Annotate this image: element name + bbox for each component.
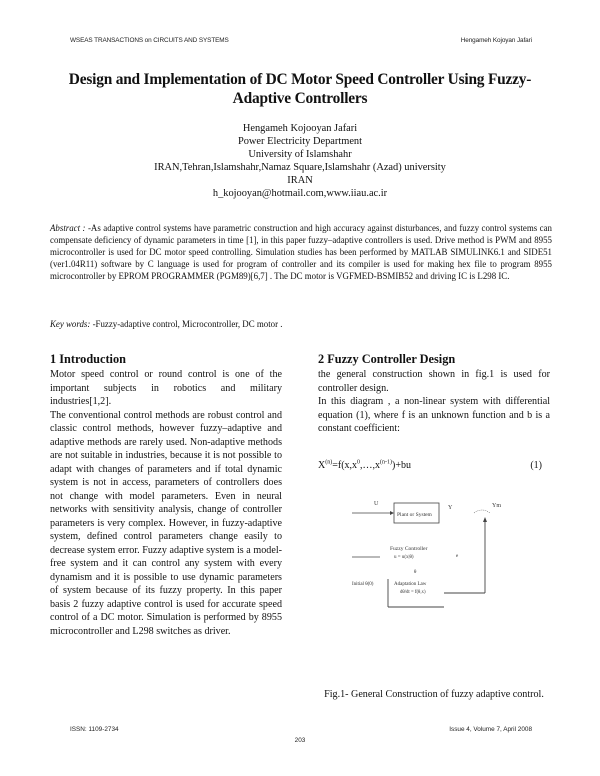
section-heading-introduction: 1 Introduction bbox=[50, 352, 126, 366]
keywords bbox=[50, 319, 552, 329]
plant-label: Plant or System bbox=[397, 512, 432, 518]
footer-issue: Issue 4, Volume 7, April 2008 bbox=[449, 726, 532, 733]
equation-number: (1) bbox=[530, 460, 542, 471]
output-label: Y bbox=[448, 505, 453, 511]
author-address: IRAN,Tehran,Islamshahr,Namaz Square,Islamshahr (Azad) university bbox=[154, 162, 446, 174]
author-country: IRAN bbox=[287, 175, 313, 187]
input-label: U bbox=[374, 501, 379, 507]
author-contact: h_kojooyan@hotmail.com,www.iiau.ac.ir bbox=[212, 188, 388, 200]
fuzzy-controller-eq: u = u(x|θ) bbox=[394, 555, 414, 560]
paragraph: In this diagram , a non-linear system with differential equation (1), where f is an unknown function and b is a constant coefficient: bbox=[318, 396, 550, 434]
running-head-left: WSEAS TRANSACTIONS on CIRCUITS AND SYSTEMS bbox=[70, 37, 229, 44]
paragraph: Motor speed control or round control is one of the important subjects in robotics and military industries[1,2]. bbox=[50, 369, 282, 407]
paragraph: the general construction shown in fig.1 is used for controller design. bbox=[318, 369, 550, 394]
running-head-right: Hengameh Kojoyan Jafari bbox=[460, 37, 532, 44]
paragraph: The conventional control methods are robust control and classic control methods, however fuzzy–adaptive and adaptive methods are rarely used. Non-adaptive methods are not suitable in industries, because it is not possible to adapt with changes of parameters and if total dynamic system is not in access, parameters of controllers does not change with model parameters. Even in neural networks with sensitivity analysis, change of controller parameters is very complex. However, in fuzzy-adaptive system, defined control parameters change easily to decrease system error. Fuzzy adaptive system is a model-free system and it can control any system with every dynamism and it is possible to use dynamic parameters of system because of its fuzzy property. In this paper basis 2 fuzzy adaptive control is used for accurate speed control of a DC motor. Simulation is performed by 8955 microcontroller and L298 switches as driver. bbox=[50, 409, 282, 637]
author-university: University of Islamshahr bbox=[248, 149, 352, 161]
error-label: e bbox=[456, 554, 459, 559]
left-column bbox=[50, 352, 282, 638]
section-heading-fuzzy-controller-design: 2 Fuzzy Controller Design bbox=[318, 352, 456, 366]
keywords-label: Key words: bbox=[50, 319, 93, 329]
keywords-text: -Fuzzy-adaptive control, Microcontroller, DC motor . bbox=[92, 319, 283, 329]
author-department: Power Electricity Department bbox=[237, 136, 363, 148]
page-number: 203 bbox=[294, 737, 306, 744]
adaptation-law-eq: dθ/dt = f(θ,x) bbox=[400, 590, 426, 595]
author-block bbox=[40, 122, 560, 201]
author-name: Hengameh Kojooyan Jafari bbox=[242, 123, 358, 134]
equation-1 bbox=[318, 460, 550, 471]
abstract-text: -As adaptive control systems have parametric construction and high accuracy against disturbances, and fuzzy control systems can compensate deficiency of dynamic parameters in time [1], in this paper fuzzy–adaptive controllers is used. Drive method is PWM and 8955 microcontroller is used for DC motor speed controlling. Simulation studies has been performed by MATLAB SIMULINK6.1 and SIDE51 (ver1.04R11) software by C language is used for program of controller and its compiler is used for making hex file to program 8955 microcontroller by EPROM PROGRAMMER (PGM89)[6,7] . The DC motor is VGFMED-BSMIB52 and driving IC is L298 IC. bbox=[50, 223, 552, 282]
abstract-label: Abstract : bbox=[50, 223, 88, 233]
figure-1-diagram bbox=[352, 495, 542, 645]
theta-label: θ bbox=[414, 570, 417, 575]
initial-label: Initial θ(0) bbox=[352, 582, 374, 587]
equation-body: $X^{(n)}=f(x,x^0,\dots,x^{(n-1)})+bu$ bbox=[318, 460, 412, 472]
footer-issn: ISSN: 1109-2734 bbox=[70, 726, 119, 733]
fuzzy-controller-label: Fuzzy Controller bbox=[390, 546, 428, 552]
abstract bbox=[50, 222, 552, 282]
right-column bbox=[318, 352, 550, 436]
adaptation-law-label: Adaptation Law bbox=[394, 582, 427, 587]
figure-caption: Fig.1- General Construction of fuzzy adaptive control. bbox=[324, 689, 544, 700]
paper-title: Design and Implementation of DC Motor Speed Controller Using Fuzzy-Adaptive Controllers bbox=[68, 71, 532, 107]
reference-label: Ym bbox=[492, 503, 501, 509]
